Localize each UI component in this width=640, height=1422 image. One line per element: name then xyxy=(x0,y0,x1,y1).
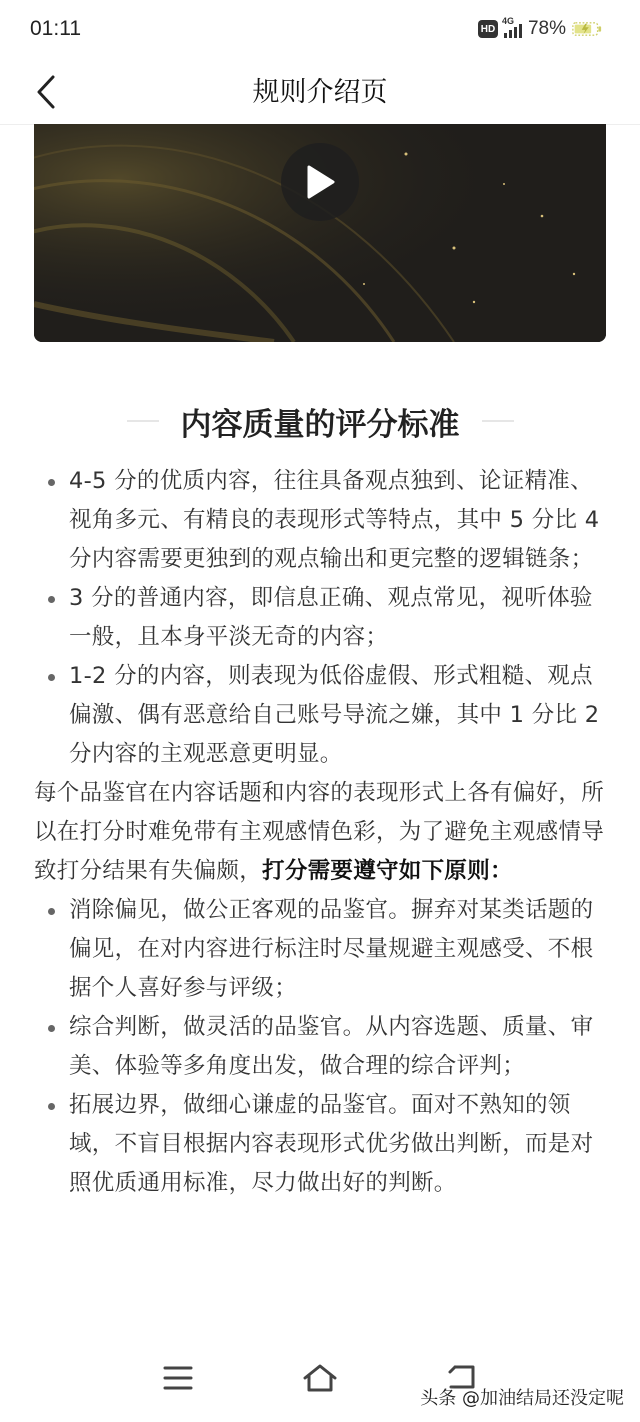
page-title: 规则介绍页 xyxy=(252,77,388,107)
list-item: 1-2 分的内容，则表现为低俗虚假、形式粗糙、观点偏激、偶有恶意给自己账号导流之嫌，其中 1 分比 2 分内容的主观恶意更明显。 xyxy=(34,657,609,774)
divider xyxy=(127,420,159,422)
list-item: 3 分的普通内容，即信息正确、观点常见，视听体验 一般，且本身平淡无奇的内容； xyxy=(34,579,609,657)
list-item: 综合判断，做灵活的品鉴官。从内容选题、质量、审美、体验等多角度出发，做合理的综合评判； xyxy=(34,1008,609,1086)
principles-intro xyxy=(34,774,609,891)
menu-button[interactable] xyxy=(158,1358,198,1398)
status-time: 01:11 xyxy=(30,17,81,40)
battery-icon xyxy=(572,19,602,39)
status-indicators xyxy=(478,18,602,40)
battery-percent: 78% xyxy=(527,18,566,39)
video-player[interactable] xyxy=(34,124,606,342)
intro-text: 每个品鉴官在内容话题和内容的表现形式上各有偏好，所以在打分时难免带有主观感情色彩，为了避免主观感情导致打分结果有失偏颇， xyxy=(34,780,605,884)
hd-badge: HD xyxy=(478,20,498,38)
status-bar xyxy=(0,0,640,62)
list-item: 消除偏见，做公正客观的品鉴官。摒弃对某类话题的偏见，在对内容进行标注时尽量规避主观感受、不根据个人喜好参与评级； xyxy=(34,891,609,1008)
watermark: 头条 @加油结局还没定呢 xyxy=(420,1388,624,1409)
list-item: 拓展边界，做细心谦虚的品鉴官。面对不熟知的领域，不盲目根据内容表现形式优劣做出判断，而是对照优质通用标准，尽力做出好的判断。 xyxy=(34,1086,609,1203)
play-button[interactable] xyxy=(281,143,359,221)
menu-icon xyxy=(163,1365,193,1391)
home-icon xyxy=(302,1363,338,1393)
rules-content xyxy=(34,462,609,1203)
signal-icon xyxy=(501,16,522,38)
divider xyxy=(482,420,514,422)
section-heading xyxy=(0,396,640,446)
play-icon xyxy=(304,164,336,200)
scoring-list xyxy=(34,462,609,774)
list-item: 4-5 分的优质内容，往往具备观点独到、论证精准、视角多元、有精良的表现形式等特点，其中 5 分比 4 分内容需要更独到的观点输出和更完整的逻辑链条； xyxy=(34,462,609,579)
system-nav-bar xyxy=(0,1342,640,1422)
intro-emphasis: 打分需要遵守如下原则： xyxy=(262,858,513,884)
nav-bar xyxy=(0,62,640,125)
home-button[interactable] xyxy=(300,1358,340,1398)
principles-list xyxy=(34,891,609,1203)
heading-text: 内容质量的评分标准 xyxy=(180,406,460,443)
network-type: 4G xyxy=(501,16,514,26)
